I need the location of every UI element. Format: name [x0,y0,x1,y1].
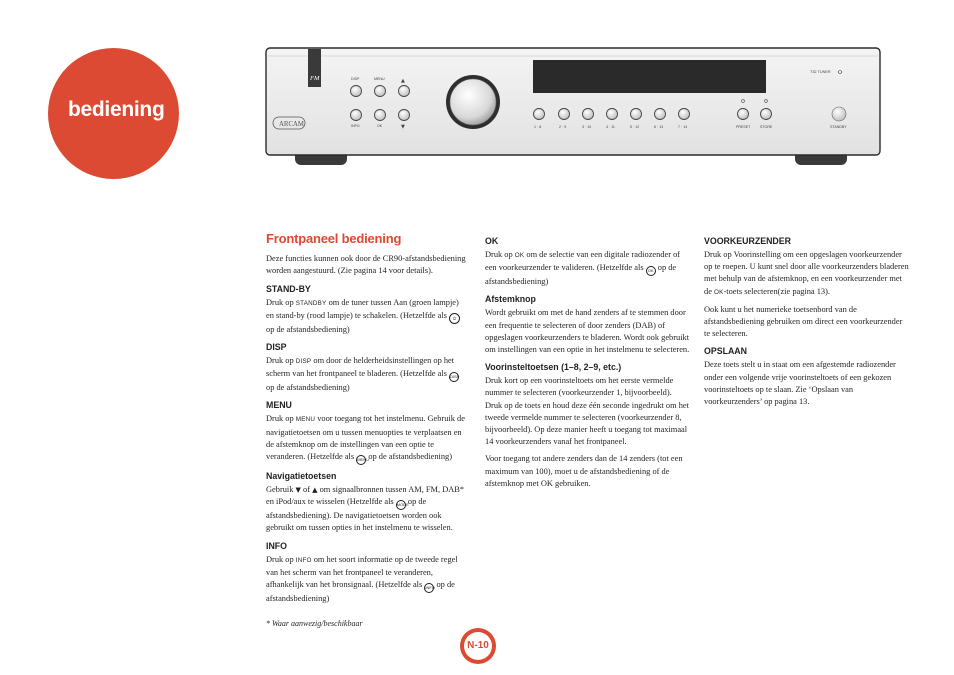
up-arrow-icon: ▲ [401,78,405,84]
preset-label-6: 6 · 13 [654,125,664,129]
ok-remote-icon: OK [646,266,656,276]
preset-button-6 [655,109,666,120]
standby-heading: STAND-BY [266,283,311,294]
fm-label: FM [310,75,320,82]
up-button [399,86,410,97]
preset-button-2 [559,109,570,120]
model-label: T32 TUNER [810,70,831,74]
preset-label-7: 7 · 14 [678,125,688,129]
ok-key: OK [714,288,724,296]
ok-text: Druk op OK om de selectie van een digitale radiozender of een voorkeurzender te valideren. (Hetzelfde als OK op de afstandsbediening) [485,250,681,287]
disp-key: DISP [295,358,312,366]
ok-key: OK [514,252,525,259]
nav-heading: Navigatietoetsen [266,471,337,482]
up-arrow-icon: ▲ [312,486,318,495]
intro-text: Deze functies kunnen ook door de CR90-afstandsbediening worden aangestuurd. (Zie pagina 14 voor details). [266,254,466,276]
menu-key: MENU [295,416,316,424]
menu-label: MENU [374,77,385,81]
voorinstel-text-1: Druk kort op een voorinsteltoets om het eerste vermelde nummer te selecteren (voorkeurzender 1, bijvoorbeeld). Druk op de toets en houd deze één seconde ingedrukt om het tweede vermelde nummer te selecteren (voorkeurzender 8, bijvoorbeeld). Op deze manier heeft u toegang tot maximaal 14 voorkeurzenders vanaf het frontpaneel. [485,376,689,447]
section-title: Frontpaneel bediening [266,231,402,246]
voorkeur-heading: VOORKEURZENDER [704,236,791,246]
disp-heading: DISP [266,342,287,353]
preset-button-7 [679,109,690,120]
preset-label-2: 2 · 9 [559,125,567,129]
preset-label-1: 1 · 8 [534,125,542,129]
disp-text: Druk op DISP om door de helderheidsinstellingen op het scherm van het frontpaneel te bladeren. (Hetzelfde als DISP op de afstandsbediening) [266,356,460,393]
display-window [533,60,766,93]
menu-heading: MENU [266,400,292,411]
disp-remote-icon: DISP [449,372,459,382]
title-circle [48,48,179,179]
afstemknop-heading: Afstemknop [485,294,536,305]
footnote: * Waar aanwezig/beschikbaar [266,619,363,628]
standby-text: Druk op STANDBY om de tuner tussen Aan (groen lampje) en stand-by (rood lampje) te schakelen. (Hetzelfde als ⏻ op de afstandsbediening) [266,297,459,334]
preset-label: PRESET [736,125,751,129]
menu-text: Druk op MENU voor toegang tot het instelmenu. Gebruik de navigatietoetsen om u tussen menuopties te verplaatsen en de afstemknop om de instellingen van een optie te veranderen. (Hetzelfde als MENU op de afstandsbediening) [266,413,468,465]
preset-button-4 [607,109,618,120]
standby-label: STANDBY [830,125,847,129]
down-arrow-icon: ▼ [401,124,405,130]
preset-button-3 [583,109,594,120]
preset-button [738,109,749,120]
info-text: Druk op INFO om het soort informatie op de tweede regel van het scherm van het frontpaneel te veranderen, afhankelijk van het bronsignaal. (Hetzelfde als INFO op de afstandsbediening) [266,554,458,604]
standby-key: STANDBY [295,299,327,307]
disp-button [351,86,362,97]
opslaan-heading: OPSLAAN [704,346,748,357]
down-button [399,110,410,121]
info-label: INFO [351,124,360,128]
column-2 [485,236,690,495]
brand-label: ARCAM [279,121,304,128]
voorkeur-text-1: Druk op Voorinstelling om een opgeslagen voorkeurzender op te roepen. U kunt snel door alle voorkeurzenders bladeren met behulp van de afstemknop, en een voorkeurzender met de OK-toets selecteren(zie pagina 13). [704,250,909,296]
preset-button-5 [631,109,642,120]
power-icon: ⏻ [449,313,460,324]
store-button [761,109,772,120]
nav-text: Gebruik ▼ of ▲ om signaalbronnen tussen AM, FM, DAB* en iPod/aux te wisselen (Hetzelfde als MODE op de afstandsbediening). De navigatietoetsen worden ook gebruikt om tussen opties in het instelmenu te wisselen. [266,485,465,533]
ok-label: OK [377,124,383,128]
menu-button [375,86,386,97]
preset-label-3: 3 · 10 [582,125,592,129]
info-heading: INFO [266,540,288,551]
tuner-front-panel-illustration [260,44,885,174]
opslaan-text: Deze toets stelt u in staat om een afgestemde radiozender onder een volgende vrije voorinsteltoets of een gekozen voorinsteltoets op te slaan. Zie ‘Opslaan van voorkeurzenders’ op pagina 13. [704,360,896,407]
disp-label: DISP [351,77,360,81]
store-label: STORE [760,125,773,129]
ok-heading: OK [485,236,499,246]
voorinstel-text-2: Voor toegang tot andere zenders dan de 14 zenders (tot een maximum van 100), moet u de afstandsbediening of de afstemknop met OK gebruiken. [485,454,683,488]
voorkeur-text-2: Ook kunt u het numerieke toetsenbord van de afstandsbediening gebruiken om direct een voorkeurzender te selecteren. [704,304,903,339]
info-key: INFO [295,556,312,564]
page-number: N-10 [464,632,492,660]
ok-button [375,110,386,121]
preset-label-5: 5 · 12 [630,125,640,129]
preset-label-4: 4 · 11 [606,125,615,129]
info-button [351,110,362,121]
page-title: bediening [68,98,165,121]
mode-remote-icon: MODE [396,500,406,510]
column-1 [266,233,468,610]
voorinstel-heading: Voorinsteltoetsen (1–8, 2–9, etc.) [485,362,622,373]
standby-button [832,107,846,121]
down-arrow-icon: ▼ [295,486,301,495]
page-number-badge [460,628,496,664]
afstemknop-text: Wordt gebruikt om met de hand zenders af te stemmen door een frequentie te selecteren of door zenders (DAB) of opgeslagen voorkeurzenders te bladeren. Wordt ook gebruikt om instellingen van een optie in het instelmenu te selecteren. [485,308,690,355]
preset-button-1 [534,109,545,120]
info-remote-icon: INFO [424,583,434,593]
menu-remote-icon: MENU [356,455,366,465]
column-3 [704,236,909,413]
